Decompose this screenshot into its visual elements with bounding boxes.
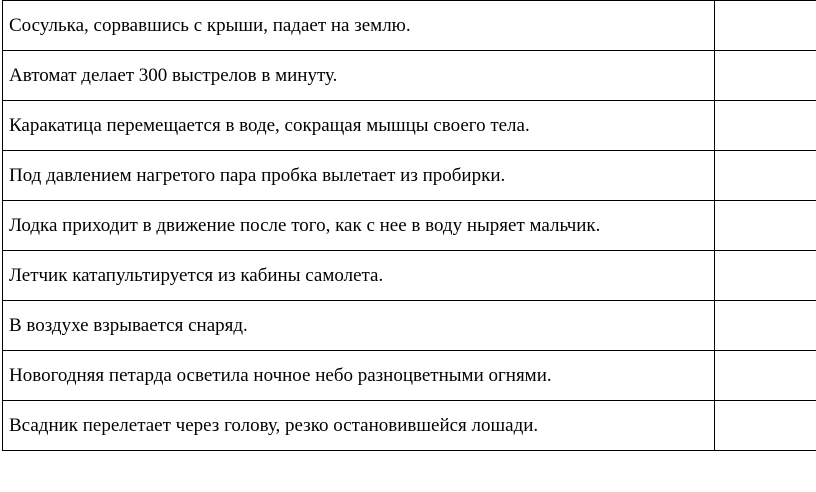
phenomenon-text: Летчик катапультируется из кабины самолета. (3, 251, 715, 301)
table-row (3, 401, 816, 451)
answer-cell[interactable] (715, 301, 816, 351)
table-row (3, 101, 816, 151)
phenomenon-text: Всадник перелетает через голову, резко остановившейся лошади. (3, 401, 715, 451)
answer-cell[interactable] (715, 201, 816, 251)
table-row (3, 201, 816, 251)
answer-cell[interactable] (715, 351, 816, 401)
table-row (3, 151, 816, 201)
table-row (3, 51, 816, 101)
answer-cell[interactable] (715, 401, 816, 451)
answer-cell[interactable] (715, 251, 816, 301)
answer-cell[interactable] (715, 51, 816, 101)
phenomenon-text: Новогодняя петарда осветила ночное небо разноцветными огнями. (3, 351, 715, 401)
table-row (3, 251, 816, 301)
phenomenon-text: Сосулька, сорвавшись с крыши, падает на землю. (3, 1, 715, 51)
answer-cell[interactable] (715, 1, 816, 51)
phenomenon-text: Каракатица перемещается в воде, сокращая мышцы своего тела. (3, 101, 715, 151)
table-row (3, 301, 816, 351)
phenomenon-text: В воздухе взрывается снаряд. (3, 301, 715, 351)
phenomena-table (2, 0, 816, 451)
answer-cell[interactable] (715, 151, 816, 201)
table-row (3, 351, 816, 401)
phenomenon-text: Лодка приходит в движение после того, как с нее в воду ныряет мальчик. (3, 201, 715, 251)
phenomenon-text: Автомат делает 300 выстрелов в минуту. (3, 51, 715, 101)
answer-cell[interactable] (715, 101, 816, 151)
phenomenon-text: Под давлением нагретого пара пробка вылетает из пробирки. (3, 151, 715, 201)
table-row (3, 1, 816, 51)
